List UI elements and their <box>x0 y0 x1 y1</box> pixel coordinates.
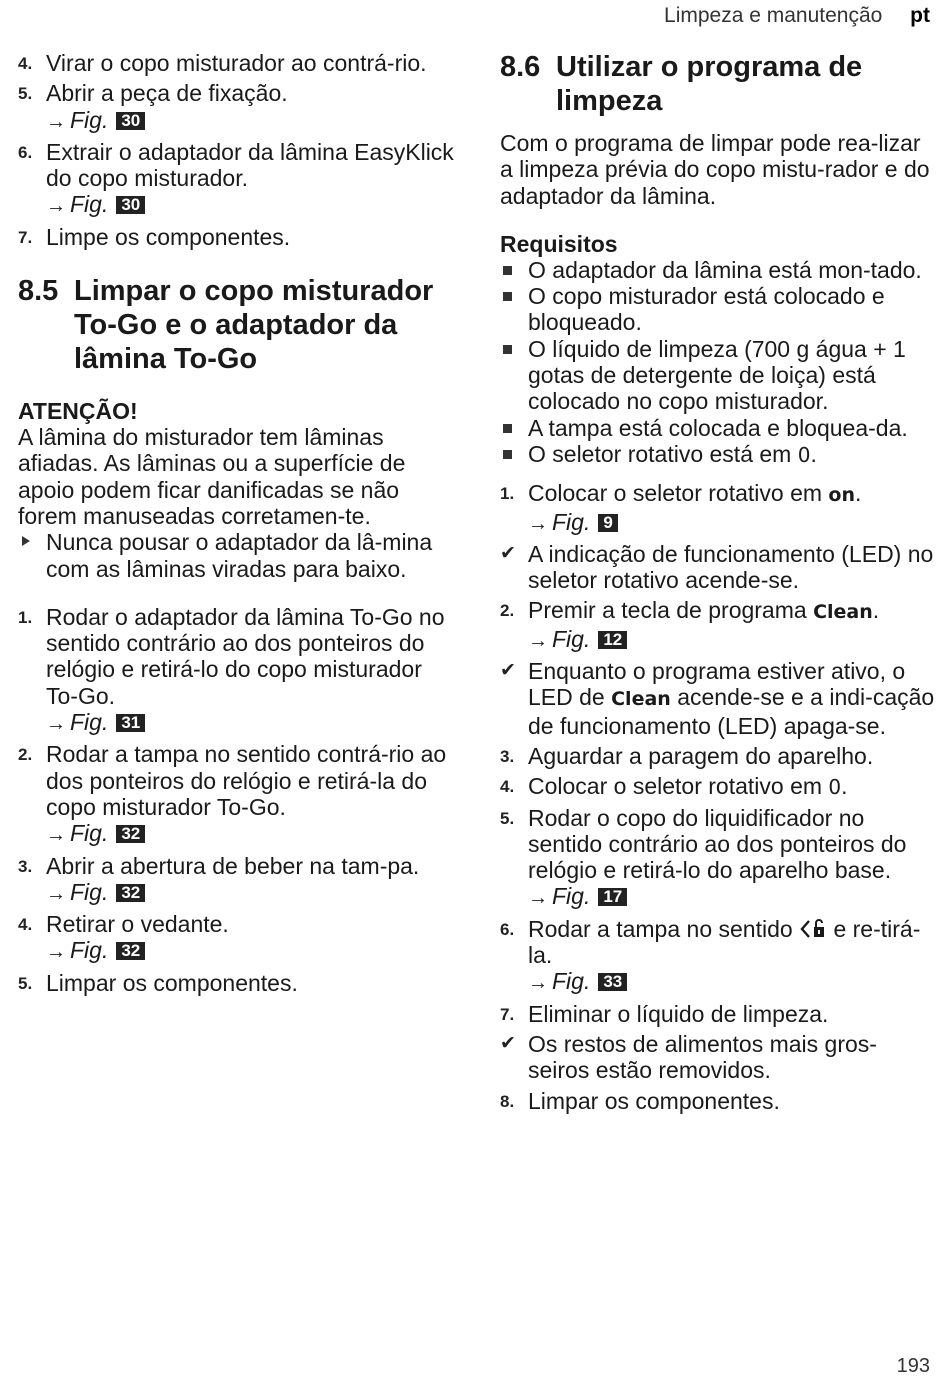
arrow-right-icon: → <box>46 941 66 964</box>
header-section: Limpeza e manutenção <box>664 4 883 27</box>
step-item: 3. Abrir a abertura de beber na tam-pa. → Fig. 32 <box>18 853 454 908</box>
figure-number: 30 <box>116 112 145 130</box>
checkmark-icon: ✔ <box>500 542 516 564</box>
step-item: 1. Colocar o seletor rotativo em on. → Fig. 9 <box>500 480 936 537</box>
figure-number: 32 <box>116 884 145 902</box>
figure-number: 32 <box>116 942 145 960</box>
square-bullet-icon <box>503 450 512 459</box>
page-header <box>664 4 930 28</box>
figure-number: 12 <box>598 631 627 649</box>
step-item: 4. Retirar o vedante. → Fig. 32 <box>18 911 454 966</box>
figure-reference: → Fig. 33 <box>528 968 936 996</box>
figure-reference: → Fig. 32 <box>46 879 454 907</box>
step-item: 6. Extrair o adaptador da lâmina EasyKlick do copo misturador. → Fig. 30 <box>18 139 454 220</box>
ui-label: 0 <box>797 442 811 467</box>
arrow-right-icon: → <box>46 824 66 847</box>
checkmark-icon: ✔ <box>500 1032 516 1054</box>
arrow-right-icon: → <box>46 882 66 905</box>
figure-reference: → Fig. 30 <box>46 191 454 219</box>
step-item: 1. Rodar o adaptador da lâmina To-Go no sentido contrário ao dos ponteiros do relógio e retirá-lo do copo misturador To-Go. → Fig. 31 <box>18 604 454 737</box>
step-item: 2. Premir a tecla de programa Clean. → Fig. 12 <box>500 597 936 654</box>
figure-number: 33 <box>598 973 627 991</box>
step-item: 6. Rodar a tampa no sentido e re-tirá-la. → Fig. 33 <box>500 916 936 997</box>
arrow-right-icon: → <box>528 512 548 535</box>
requirements-title: Requisitos <box>500 230 618 257</box>
right-column <box>500 50 936 1118</box>
figure-reference: → Fig. 9 <box>528 509 936 537</box>
requirement-item: O líquido de limpeza (700 g água + 1 gotas de detergente de loiça) está colocado no copo misturador. <box>500 336 936 415</box>
figure-reference: → Fig. 17 <box>528 883 936 911</box>
step-item: 3. Aguardar a paragem do aparelho. <box>500 742 874 769</box>
figure-number: 30 <box>116 196 145 214</box>
figure-reference: → Fig. 32 <box>46 820 454 848</box>
step-item: 4. Virar o copo misturador ao contrá-rio. <box>18 50 427 76</box>
warning-text: A lâmina do misturador tem lâminas afiadas. As lâminas ou a superfície de apoio podem ficar danificadas se não forem manuseadas corretamen-te. <box>18 424 406 529</box>
step-item: 8. Limpar os componentes. <box>500 1087 780 1114</box>
result-item: ✔ Os restos de alimentos mais gros-seiros estão removidos. <box>500 1030 877 1084</box>
arrow-right-icon: → <box>46 713 66 736</box>
step-item: 5. Rodar o copo do liquidificador no sentido contrário ao dos ponteiros do relógio e retirá-lo do aparelho base. → Fig. 17 <box>500 805 936 912</box>
page-number: 193 <box>896 1355 930 1377</box>
step-item: 4. Colocar o seletor rotativo em 0. <box>500 773 848 800</box>
arrow-right-icon: → <box>528 972 548 995</box>
warning-title: ATENÇÃO! <box>18 398 138 425</box>
step-item: 5. Limpar os componentes. <box>18 969 298 996</box>
left-column <box>18 50 454 1000</box>
square-bullet-icon <box>503 424 512 433</box>
figure-number: 17 <box>598 888 627 906</box>
intro-text: Com o programa de limpar pode rea-lizar a limpeza prévia do copo mistu-rador e do adaptador da lâmina. <box>500 130 930 209</box>
warning-action: Nunca pousar o adaptador da lâ-mina com as lâminas viradas para baixo. <box>18 529 454 582</box>
result-item: ✔ A indicação de funcionamento (LED) no seletor rotativo acende-se. <box>500 540 934 594</box>
step-item: 5. Abrir a peça de fixação. → Fig. 30 <box>18 80 454 135</box>
requirement-item: O adaptador da lâmina está mon-tado. <box>500 257 936 283</box>
figure-reference: → Fig. 32 <box>46 937 454 965</box>
requirement-item: O seletor rotativo está em 0. <box>500 441 936 468</box>
requirement-item: A tampa está colocada e bloquea-da. <box>500 415 936 441</box>
arrow-right-icon: → <box>528 629 548 652</box>
ui-label: Clean <box>611 688 671 711</box>
header-language: pt <box>910 4 930 27</box>
arrow-right-icon: → <box>528 887 548 910</box>
arrow-right-icon: → <box>46 195 66 218</box>
figure-number: 9 <box>598 514 617 532</box>
unlock-rotate-icon <box>799 918 827 940</box>
square-bullet-icon <box>503 266 512 275</box>
figure-reference: → Fig. 30 <box>46 107 454 135</box>
ui-label: Clean <box>813 601 873 624</box>
square-bullet-icon <box>503 345 512 354</box>
square-bullet-icon <box>503 292 512 301</box>
checkmark-icon: ✔ <box>500 660 516 682</box>
ui-label: 0 <box>828 775 842 800</box>
step-item: 7. Eliminar o líquido de limpeza. <box>500 1000 829 1027</box>
figure-number: 31 <box>116 714 145 732</box>
figure-reference: → Fig. 12 <box>528 626 936 654</box>
section-heading-8-6: 8.6 Utilizar o programa de limpeza <box>500 51 863 117</box>
ui-label: on <box>828 484 855 507</box>
result-item: ✔ Enquanto o programa estiver ativo, o LED de Clean acende-se e a indi-cação de funcionamento (LED) apaga-se. <box>500 658 935 739</box>
arrow-right-icon: → <box>46 110 66 133</box>
requirement-item: O copo misturador está colocado e bloqueado. <box>500 283 936 336</box>
section-heading-8-5: 8.5 Limpar o copo misturador To-Go e o adaptador da lâmina To-Go <box>18 275 434 376</box>
figure-reference: → Fig. 31 <box>46 709 454 737</box>
triangle-bullet-icon <box>22 536 30 546</box>
step-item: 2. Rodar a tampa no sentido contrá-rio ao dos ponteiros do relógio e retirá-la do copo misturador To-Go. → Fig. 32 <box>18 741 454 848</box>
figure-number: 32 <box>116 825 145 843</box>
step-item: 7. Limpe os componentes. <box>18 223 291 250</box>
